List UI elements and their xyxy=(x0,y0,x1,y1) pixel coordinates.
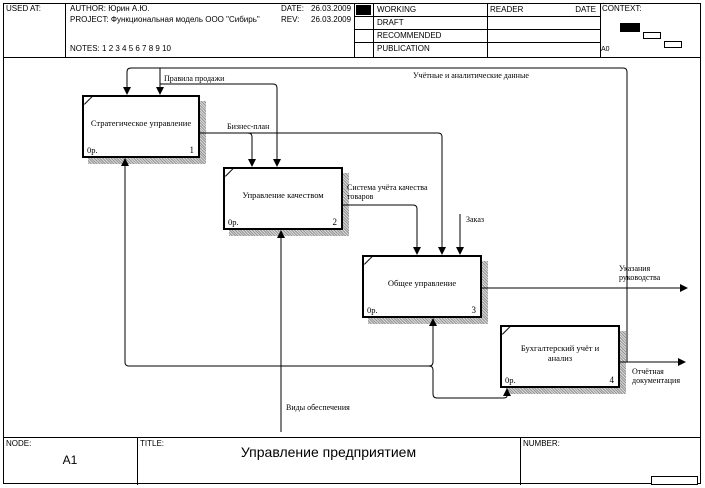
activity-cost: 0р. xyxy=(87,145,98,155)
arrow-business-plan-branch xyxy=(248,133,252,159)
arrow-label-sales-rules: Правила продажи xyxy=(164,74,225,83)
arrowhead xyxy=(413,247,421,255)
reader-date-label: DATE xyxy=(575,5,596,14)
context-node-id: A0 xyxy=(601,46,610,53)
arrow-label-business-plan: Бизнес-план xyxy=(227,122,270,131)
arrow-quality-system-path xyxy=(343,205,417,247)
arrow-label-quality-system: Система учёта качества товаров xyxy=(347,183,428,201)
status-publication: PUBLICATION xyxy=(377,44,430,53)
arrowhead xyxy=(123,87,131,95)
number-label: NUMBER: xyxy=(523,439,560,448)
box-corner-tick xyxy=(225,168,233,176)
reader-label: READER xyxy=(490,5,524,14)
arrowhead xyxy=(456,247,464,255)
arrow-support-box3-branch xyxy=(429,326,433,366)
project-label: PROJECT: xyxy=(70,15,109,24)
node-label: NODE: xyxy=(6,439,32,448)
arrowhead xyxy=(273,159,281,167)
status-working: WORKING xyxy=(377,5,417,14)
rev-label: REV: xyxy=(281,15,300,24)
arrowhead xyxy=(678,358,686,366)
activity-cost: 0р. xyxy=(505,375,516,385)
box-corner-tick xyxy=(502,326,510,334)
notes-label: NOTES: xyxy=(70,44,100,53)
arrowhead xyxy=(121,158,129,166)
activity-box-quality-management[interactable] xyxy=(223,167,343,230)
project-value: Функциональная модель ООО "Сибирь" xyxy=(110,15,260,24)
number-page-box xyxy=(651,476,698,485)
activity-cost: 0р. xyxy=(367,305,378,315)
used-at-label: USED AT: xyxy=(6,4,41,13)
arrow-label-feedback: Учётные и аналитические данные xyxy=(413,71,529,80)
status-recommended: RECOMMENDED xyxy=(377,31,442,40)
activity-number: 3 xyxy=(471,305,476,315)
arrowhead xyxy=(429,318,437,326)
arrowhead xyxy=(503,388,511,396)
notes-value: 1 2 3 4 5 6 7 8 9 10 xyxy=(102,44,171,53)
arrow-label-support-types: Виды обеспечения xyxy=(286,403,350,412)
arrow-support-box4-branch xyxy=(429,366,507,398)
date-value: 26.03.2009 xyxy=(311,4,352,13)
diagram-title: Управление предприятием xyxy=(240,444,417,460)
activity-title: Бухгалтерский учёт и анализ xyxy=(520,342,600,363)
arrowhead xyxy=(438,247,446,255)
activity-number: 4 xyxy=(609,375,614,385)
box-corner-tick xyxy=(84,96,92,104)
status-draft: DRAFT xyxy=(377,18,404,27)
title-label: TITLE: xyxy=(140,439,165,448)
author-label: AUTHOR: xyxy=(70,4,106,13)
arrowhead xyxy=(277,230,285,238)
rev-value: 26.03.2009 xyxy=(311,15,352,24)
arrowhead xyxy=(156,87,164,95)
activity-number: 1 xyxy=(189,145,194,155)
arrowhead xyxy=(680,284,688,292)
activity-title: Стратегическое управление xyxy=(90,117,192,128)
context-label: CONTEXT: xyxy=(602,4,642,13)
arrowhead xyxy=(248,159,256,167)
node-value: A1 xyxy=(62,453,78,467)
activity-number: 2 xyxy=(332,217,337,227)
box-corner-tick xyxy=(364,256,372,264)
author-value: Юрин А.Ю. xyxy=(108,4,150,13)
arrow-label-directives: Указания руководства xyxy=(619,264,661,282)
activity-box-accounting-analysis[interactable] xyxy=(500,325,620,388)
activity-title: Управление качеством xyxy=(242,189,324,200)
activity-box-strategic-management[interactable] xyxy=(82,95,200,158)
activity-box-general-management[interactable] xyxy=(362,255,482,318)
arrow-label-reporting: Отчётная документация xyxy=(632,367,681,385)
activity-title: Общее управление xyxy=(387,277,457,288)
arrow-label-order: Заказ xyxy=(466,215,485,224)
date-label: DATE: xyxy=(281,4,304,13)
activity-cost: 0р. xyxy=(228,217,239,227)
